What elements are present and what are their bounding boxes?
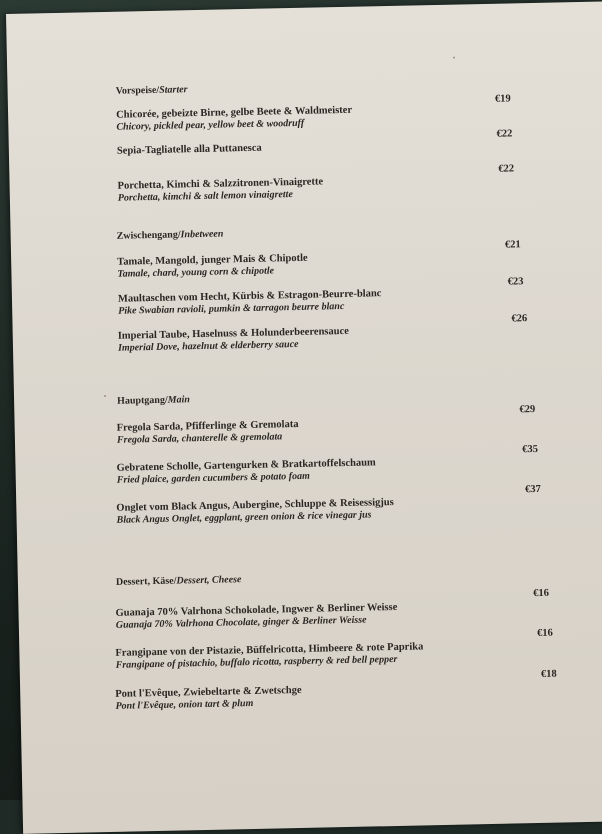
menu-item: [116, 100, 556, 134]
section-title-main: [117, 394, 190, 407]
item-name-en: Pont l'Evêque, onion tart & plum: [115, 697, 254, 712]
menu-item: [115, 679, 555, 713]
menu: [6, 1, 602, 834]
menu-item: [117, 413, 557, 447]
item-price: €23: [507, 276, 524, 288]
item-price: €26: [511, 313, 528, 325]
paper-speck: [453, 57, 455, 59]
item-price: €22: [496, 128, 513, 140]
item-name-en: Porchetta, kimchi & salt lemon vinaigrette: [117, 189, 293, 204]
item-price: €16: [533, 587, 550, 600]
item-name-de: Imperial Taube, Haselnuss & Holunderbeerensauce: [117, 325, 349, 342]
item-price: €16: [536, 627, 553, 640]
section-title-en: Starter: [159, 84, 188, 96]
section-title-de: Zwischengang/: [116, 229, 181, 242]
item-name-de: Maultaschen vom Hecht, Kürbis & Estragon-Beurre-blanc: [117, 288, 382, 305]
item-name-de: Frangipane von der Pistazie, Büffelricotta, Himbeere & rote Paprika: [115, 641, 424, 659]
section-title-de: Vorspeise/: [115, 84, 160, 97]
section-title-dessert-cheese: [116, 574, 242, 588]
item-price: €22: [498, 163, 515, 175]
section-title-en: Inbetween: [180, 228, 224, 241]
menu-item: [117, 135, 557, 157]
item-price: €19: [494, 93, 511, 105]
menu-page: [6, 1, 602, 834]
item-price: €35: [522, 443, 539, 456]
item-name-de: Fregola Sarda, Pfifferlinge & Gremolata: [116, 418, 299, 434]
item-name-en: Fregola Sarda, chanterelle & gremolata: [116, 431, 283, 446]
paper-speck: [104, 395, 106, 397]
item-name-en: Tamale, chard, young corn & chipotle: [117, 265, 275, 280]
item-price: €21: [504, 239, 521, 251]
menu-item: [118, 321, 558, 355]
item-name-en: Black Angus Onglet, eggplant, green onion & rice vinegar jus: [116, 509, 372, 526]
item-name-de: Gebratene Scholle, Gartengurken & Bratkartoffelschaum: [116, 457, 376, 474]
item-name-de: Guanaja 70% Valrhona Schokolade, Ingwer & Berliner Weisse: [115, 601, 398, 619]
menu-item: [115, 638, 555, 672]
section-title-de: Dessert, Käse/: [115, 575, 177, 588]
item-price: €37: [524, 483, 541, 496]
section-title-en: Dessert, Cheese: [176, 574, 242, 587]
menu-item: [117, 247, 557, 281]
item-name-en: Frangipane of pistachio, buffalo ricotta, raspberry & red bell pepper: [115, 653, 398, 671]
menu-item: [118, 284, 558, 318]
section-title-inbetween: [117, 228, 224, 241]
menu-item: [117, 170, 557, 204]
item-name-en: Pike Swabian ravioli, pumkin & tarragon beurre blanc: [118, 300, 345, 317]
item-name-de: Onglet vom Black Angus, Aubergine, Schluppe & Reisessigjus: [116, 496, 394, 514]
item-name-de: Porchetta, Kimchi & Salzzitronen-Vinaigrette: [117, 176, 324, 192]
item-name-en: Guanaja 70% Valrhona Chocolate, ginger & Berliner Weisse: [115, 614, 367, 631]
section-title-starter: [116, 84, 188, 97]
item-price: €18: [540, 668, 557, 680]
item-name-en: Imperial Dove, hazelnut & elderberry sauce: [117, 338, 299, 354]
item-price: €29: [519, 404, 536, 416]
menu-item: [116, 453, 556, 487]
item-name-en: Chicory, pickled pear, yellow beet & woodruff: [116, 117, 305, 133]
item-name-de: Sepia-Tagliatelle alla Puttanesca: [116, 142, 262, 157]
section-title-en: Main: [167, 394, 191, 406]
menu-item: [115, 598, 555, 632]
section-title-de: Hauptgang/: [117, 394, 168, 407]
item-name-de: Tamale, Mangold, junger Mais & Chipotle: [117, 252, 308, 268]
item-name-de: Chicorée, gebeizte Birne, gelbe Beete & Waldmeister: [116, 104, 353, 121]
item-name-de: Pont l'Evêque, Zwiebeltarte & Zwetschge: [115, 684, 302, 700]
menu-item: [116, 493, 556, 527]
item-name-en: Fried plaice, garden cucumbers & potato foam: [116, 470, 310, 486]
